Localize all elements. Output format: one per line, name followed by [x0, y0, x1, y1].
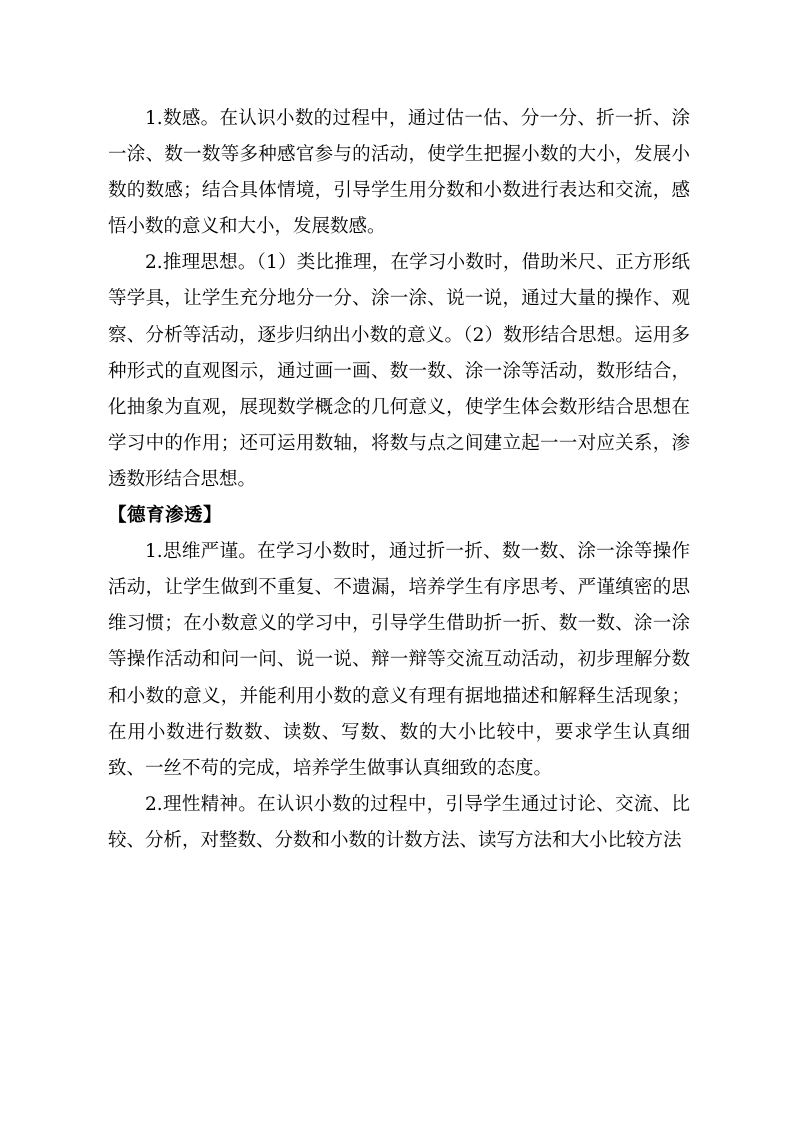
paragraph-reasoning-thought: 2.推理思想。（1）类比推理，在学习小数时，借助米尺、正方形纸等学具，让学生充分地分一分、涂一涂、说一说，通过大量的操作、观察、分析等活动，逐步归纳出小数的意义。（2）数形结合思想。运用多种形式的直观图示，通过画一画、数一数、涂一涂等活动，数形结合，化抽象为直观，展现数学概念的几何意义，使学生体会数形结合思想在学习中的作用；还可运用数轴，将数与点之间建立起一一对应关系，渗透数形结合思想。	[108, 252, 690, 490]
paragraph-number-sense: 1.数感。在认识小数的过程中，通过估一估、分一分、折一折、涂一涂、数一数等多种感官参与的活动，使学生把握小数的大小，发展小数的数感；结合具体情境，引导学生用分数和小数进行表达和交流，感悟小数的意义和大小，发展数感。	[108, 108, 690, 238]
document-body	[108, 101, 690, 859]
paragraph-rational-spirit: 2.理性精神。在认识小数的过程中，引导学生通过讨论、交流、比较、分析，对整数、分数和小数的计数方法、读写方法和大小比较方法	[108, 793, 690, 851]
paragraph-rigorous-thinking: 1.思维严谨。在学习小数时，通过折一折、数一数、涂一涂等操作活动，让学生做到不重复、不遗漏，培养学生有序思考、严谨缜密的思维习惯；在小数意义的学习中，引导学生借助折一折、数一数、涂一涂等操作活动和问一问、说一说、辩一辩等交流互动活动，初步理解分数和小数的意义，并能利用小数的意义有理有据地描述和解释生活现象；在用小数进行数数、读数、写数、数的大小比较中，要求学生认真细致、一丝不苟的完成，培养学生做事认真细致的态度。	[108, 541, 690, 779]
section-heading-moral-education: 【德育渗透】	[108, 505, 223, 527]
